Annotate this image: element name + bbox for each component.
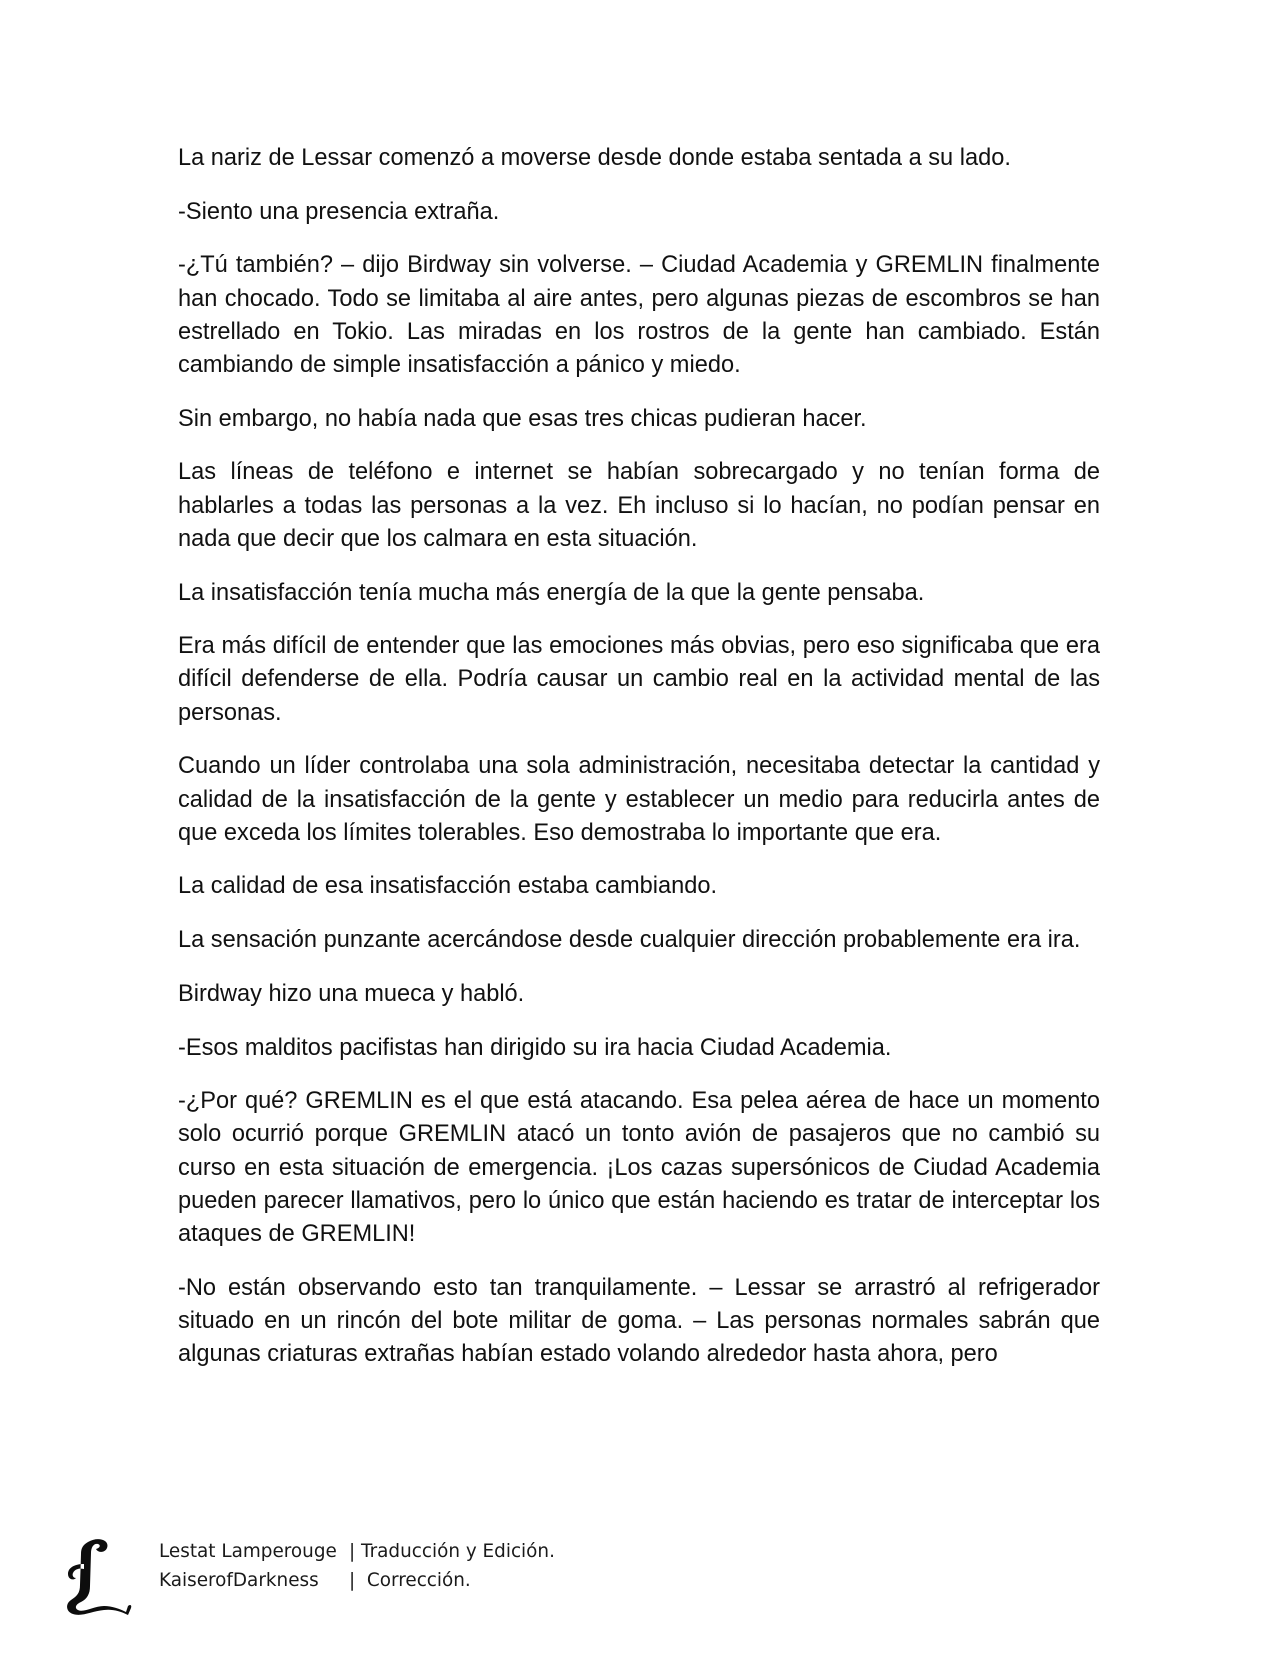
page-body [178, 142, 1100, 1392]
footer-credits [159, 1538, 555, 1595]
paragraph-2: -Siento una presencia extraña. [178, 198, 500, 225]
paragraph-9: La calidad de esa insatisfacción estaba cambiando. [178, 873, 718, 900]
paragraph-6: La insatisfacción tenía mucha más energía de la que la gente pensaba. [178, 579, 925, 606]
paragraph-13: -¿Por qué? GREMLIN es el que está atacando. Esa pelea aérea de hace un momento solo ocurrió porque GREMLIN atacó un tonto avión de pasajeros que no cambió su curso en esta situación de emergencia. ¡Los cazas supersónicos de Ciudad Academia pueden parecer llamativos, pero lo único que están haciendo es tratar de interceptar los ataques de GREMLIN! [178, 1088, 1100, 1248]
credit-role: | Corrección. [349, 1569, 471, 1591]
credit-line-1 [159, 1538, 555, 1567]
credit-name: KaiserofDarkness [159, 1569, 319, 1591]
paragraph-8: Cuando un líder controlaba una sola administración, necesitaba detectar la cantidad y calidad de la insatisfacción de la gente y establecer un medio para reducirla antes de que exceda los límites tolerables. Eso demostraba lo importante que era. [178, 753, 1100, 846]
paragraph-7: Era más difícil de entender que las emociones más obvias, pero eso significaba que era difícil defenderse de ella. Podría causar un cambio real en la actividad mental de las personas. [178, 633, 1100, 726]
credit-role: | Traducción y Edición. [349, 1541, 555, 1562]
paragraph-1: La nariz de Lessar comenzó a moverse desde donde estaba sentada a su lado. [178, 145, 1011, 171]
credit-name: Lestat Lamperouge [159, 1541, 337, 1562]
gothic-letter-l-logo [64, 1538, 132, 1616]
credit-line-2 [159, 1567, 555, 1596]
page-footer [64, 1538, 764, 1618]
paragraph-3: -¿Tú también? – dijo Birdway sin volverse. – Ciudad Academia y GREMLIN finalmente han chocado. Todo se limitaba al aire antes, pero algunas piezas de escombros se han estrellado en Tokio. Las miradas en los rostros de la gente han cambiado. Están cambiando de simple insatisfacción a pánico y miedo. [178, 252, 1100, 379]
paragraph-4: Sin embargo, no había nada que esas tres chicas pudieran hacer. [178, 405, 867, 432]
paragraph-5: Las líneas de teléfono e internet se habían sobrecargado y no tenían forma de hablarles a todas las personas a la vez. Eh incluso si lo hacían, no podían pensar en nada que decir que los calmara en esta situación. [178, 459, 1100, 552]
paragraph-14: -No están observando esto tan tranquilamente. – Lessar se arrastró al refrigerador situado en un rincón del bote militar de goma. – Las personas normales sabrán que algunas criaturas extrañas habían estado volando alrededor hasta ahora, pero [178, 1274, 1100, 1368]
paragraph-12: -Esos malditos pacifistas han dirigido su ira hacia Ciudad Academia. [178, 1034, 892, 1061]
paragraph-10: La sensación punzante acercándose desde cualquier dirección probablemente era ira. [178, 927, 1081, 954]
paragraph-11: Birdway hizo una mueca y habló. [178, 980, 525, 1007]
